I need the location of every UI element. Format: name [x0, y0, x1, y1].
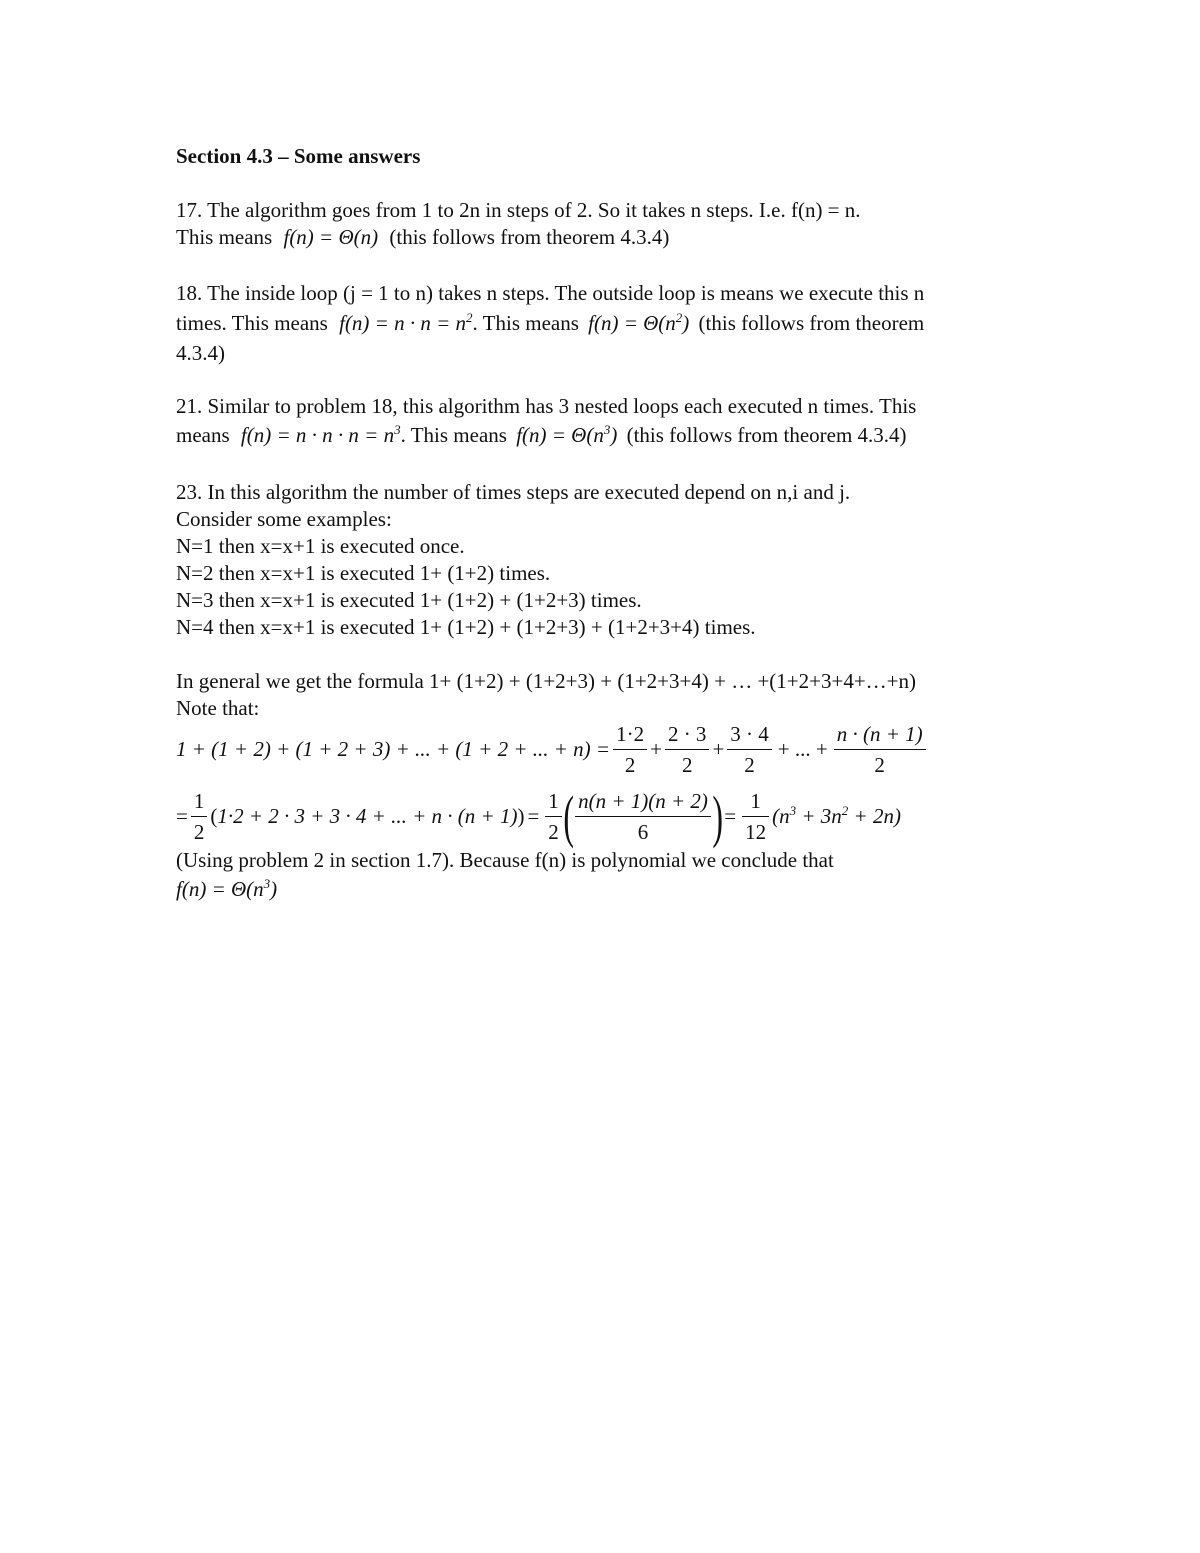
- equation-2: [176, 783, 901, 849]
- p17-line2-post: (this follows from theorem 4.3.4): [389, 225, 670, 249]
- eq1-fraction-1: [613, 719, 647, 780]
- p23-line6: N=4 then x=x+1 is executed 1+ (1+2) + (1+2+3) + (1+2+3+4) times.: [176, 615, 756, 639]
- eq2-equals-3: =: [724, 804, 737, 828]
- final-formula-exp: 3: [263, 876, 271, 891]
- eq1-fraction-2: [665, 719, 710, 780]
- p21-formula-2: f(n) = Θ(n: [516, 423, 604, 447]
- p23-line4: N=2 then x=x+1 is executed 1+ (1+2) times.: [176, 561, 551, 585]
- p18-line2-pre: times. This means: [176, 311, 328, 335]
- eq1-f2-num: 2 · 3: [667, 722, 707, 746]
- p18-formula-1-exp: 2: [466, 310, 473, 325]
- eq2-half-1-num: 1: [193, 789, 205, 813]
- eq2-twelfth-den: 12: [742, 816, 769, 847]
- p21-formula-2-exp: 3: [603, 422, 611, 437]
- p21-formula-2-close: ): [610, 423, 618, 447]
- eq1-f1-num: 1·2: [616, 722, 645, 746]
- p18-line2-mid: . This means: [472, 311, 579, 335]
- eq2-poly-start: (n: [772, 804, 790, 828]
- eq1-f4-num: n · (n + 1): [836, 722, 923, 746]
- p21-formula-1-exp: 3: [394, 422, 401, 437]
- eq2-poly-mid: + 3n: [796, 804, 842, 828]
- p17-formula: f(n) = Θ(n): [283, 225, 379, 249]
- p18-line1: 18. The inside loop (j = 1 to n) takes n steps. The outside loop is means we execute this n: [176, 281, 925, 305]
- p21-line2-pre: means: [176, 423, 230, 447]
- eq2-product-fraction: [575, 786, 711, 847]
- final-formula-text: f(n) = Θ(n: [176, 877, 264, 901]
- p17-line2: [176, 224, 669, 250]
- p21-line2-post: (this follows from theorem 4.3.4): [626, 423, 907, 447]
- p18-line3: 4.3.4): [176, 341, 225, 365]
- p18-formula-2-exp: 2: [675, 310, 683, 325]
- eq1-fraction-3: [727, 719, 772, 780]
- section-title: Section 4.3 – Some answers: [176, 144, 421, 168]
- eq1-f3-den: 2: [727, 749, 772, 780]
- p21-line2-mid: . This means: [400, 423, 507, 447]
- eq2-product-num: n(n + 1)(n + 2): [578, 789, 708, 813]
- p18-formula-1: f(n) = n · n = n: [339, 311, 467, 335]
- eq2-big-paren-close: ): [712, 783, 723, 849]
- p18-line2-post: (this follows from theorem: [698, 311, 925, 335]
- eq1-plus-2: +: [712, 737, 725, 761]
- eq2-poly-exp1: 3: [789, 803, 797, 818]
- eq1-plus-1: +: [650, 737, 662, 761]
- eq2-equals-2: =: [527, 804, 540, 828]
- p23-line1: 23. In this algorithm the number of times steps are executed depend on n,i and j.: [176, 480, 851, 504]
- p18-formula-2-close: ): [682, 311, 690, 335]
- p17-line1: 17. The algorithm goes from 1 to 2n in steps of 2. So it takes n steps. I.e. f(n) = n.: [176, 198, 861, 222]
- eq2-half-1: [191, 786, 208, 847]
- eq2-paren-open: (: [210, 804, 218, 828]
- eq2-half-2-num: 1: [548, 789, 559, 813]
- eq2-poly: [772, 804, 901, 829]
- eq2-twelfth-num: 1: [750, 789, 761, 813]
- p23-line3: N=1 then x=x+1 is executed once.: [176, 534, 465, 558]
- eq2-product-den: 6: [575, 816, 711, 847]
- eq1-f3-num: 3 · 4: [730, 722, 769, 746]
- eq1-fraction-4: [834, 719, 926, 780]
- p18-formula-2: f(n) = Θ(n: [588, 311, 676, 335]
- eq2-inner-sum: 1·2 + 2 · 3 + 3 · 4 + ... + n · (n + 1): [217, 804, 518, 828]
- eq2-equals: =: [176, 804, 188, 828]
- eq2-half-2: [545, 786, 562, 847]
- p23-conclusion: (Using problem 2 in section 1.7). Because f(n) is polynomial we conclude that: [176, 848, 834, 872]
- eq1-dots: + ... +: [777, 737, 828, 761]
- p23-note: Note that:: [176, 696, 260, 720]
- p23-line2: Consider some examples:: [176, 507, 392, 531]
- eq2-paren-close: ): [517, 804, 525, 828]
- p21-formula-1: f(n) = n · n · n = n: [240, 423, 395, 447]
- p21-line1: 21. Similar to problem 18, this algorithm has 3 nested loops each executed n times. This: [176, 394, 917, 418]
- p21-line2: [176, 422, 907, 448]
- p23-general-formula: In general we get the formula 1+ (1+2) + (1+2+3) + (1+2+3+4) + … +(1+2+3+4+…+n): [176, 669, 916, 693]
- eq2-poly-exp2: 2: [841, 803, 849, 818]
- equation-1: [176, 719, 929, 780]
- p23-final-formula: [176, 876, 277, 902]
- eq1-f1-den: 2: [613, 749, 647, 780]
- p18-line2: [176, 310, 924, 336]
- eq2-poly-end: + 2n): [848, 804, 901, 828]
- p17-line2-pre: This means: [176, 225, 273, 249]
- eq2-half-1-den: 2: [191, 816, 208, 847]
- p23-line5: N=3 then x=x+1 is executed 1+ (1+2) + (1+2+3) times.: [176, 588, 642, 612]
- eq2-half-2-den: 2: [545, 816, 562, 847]
- eq2-big-paren-open: (: [563, 783, 574, 849]
- eq1-lhs: 1 + (1 + 2) + (1 + 2 + 3) + ... + (1 + 2 + ... + n) =: [176, 737, 611, 761]
- final-formula-close: ): [270, 877, 278, 901]
- eq2-twelfth: [742, 786, 769, 847]
- eq1-f2-den: 2: [665, 749, 710, 780]
- eq1-f4-den: 2: [834, 749, 926, 780]
